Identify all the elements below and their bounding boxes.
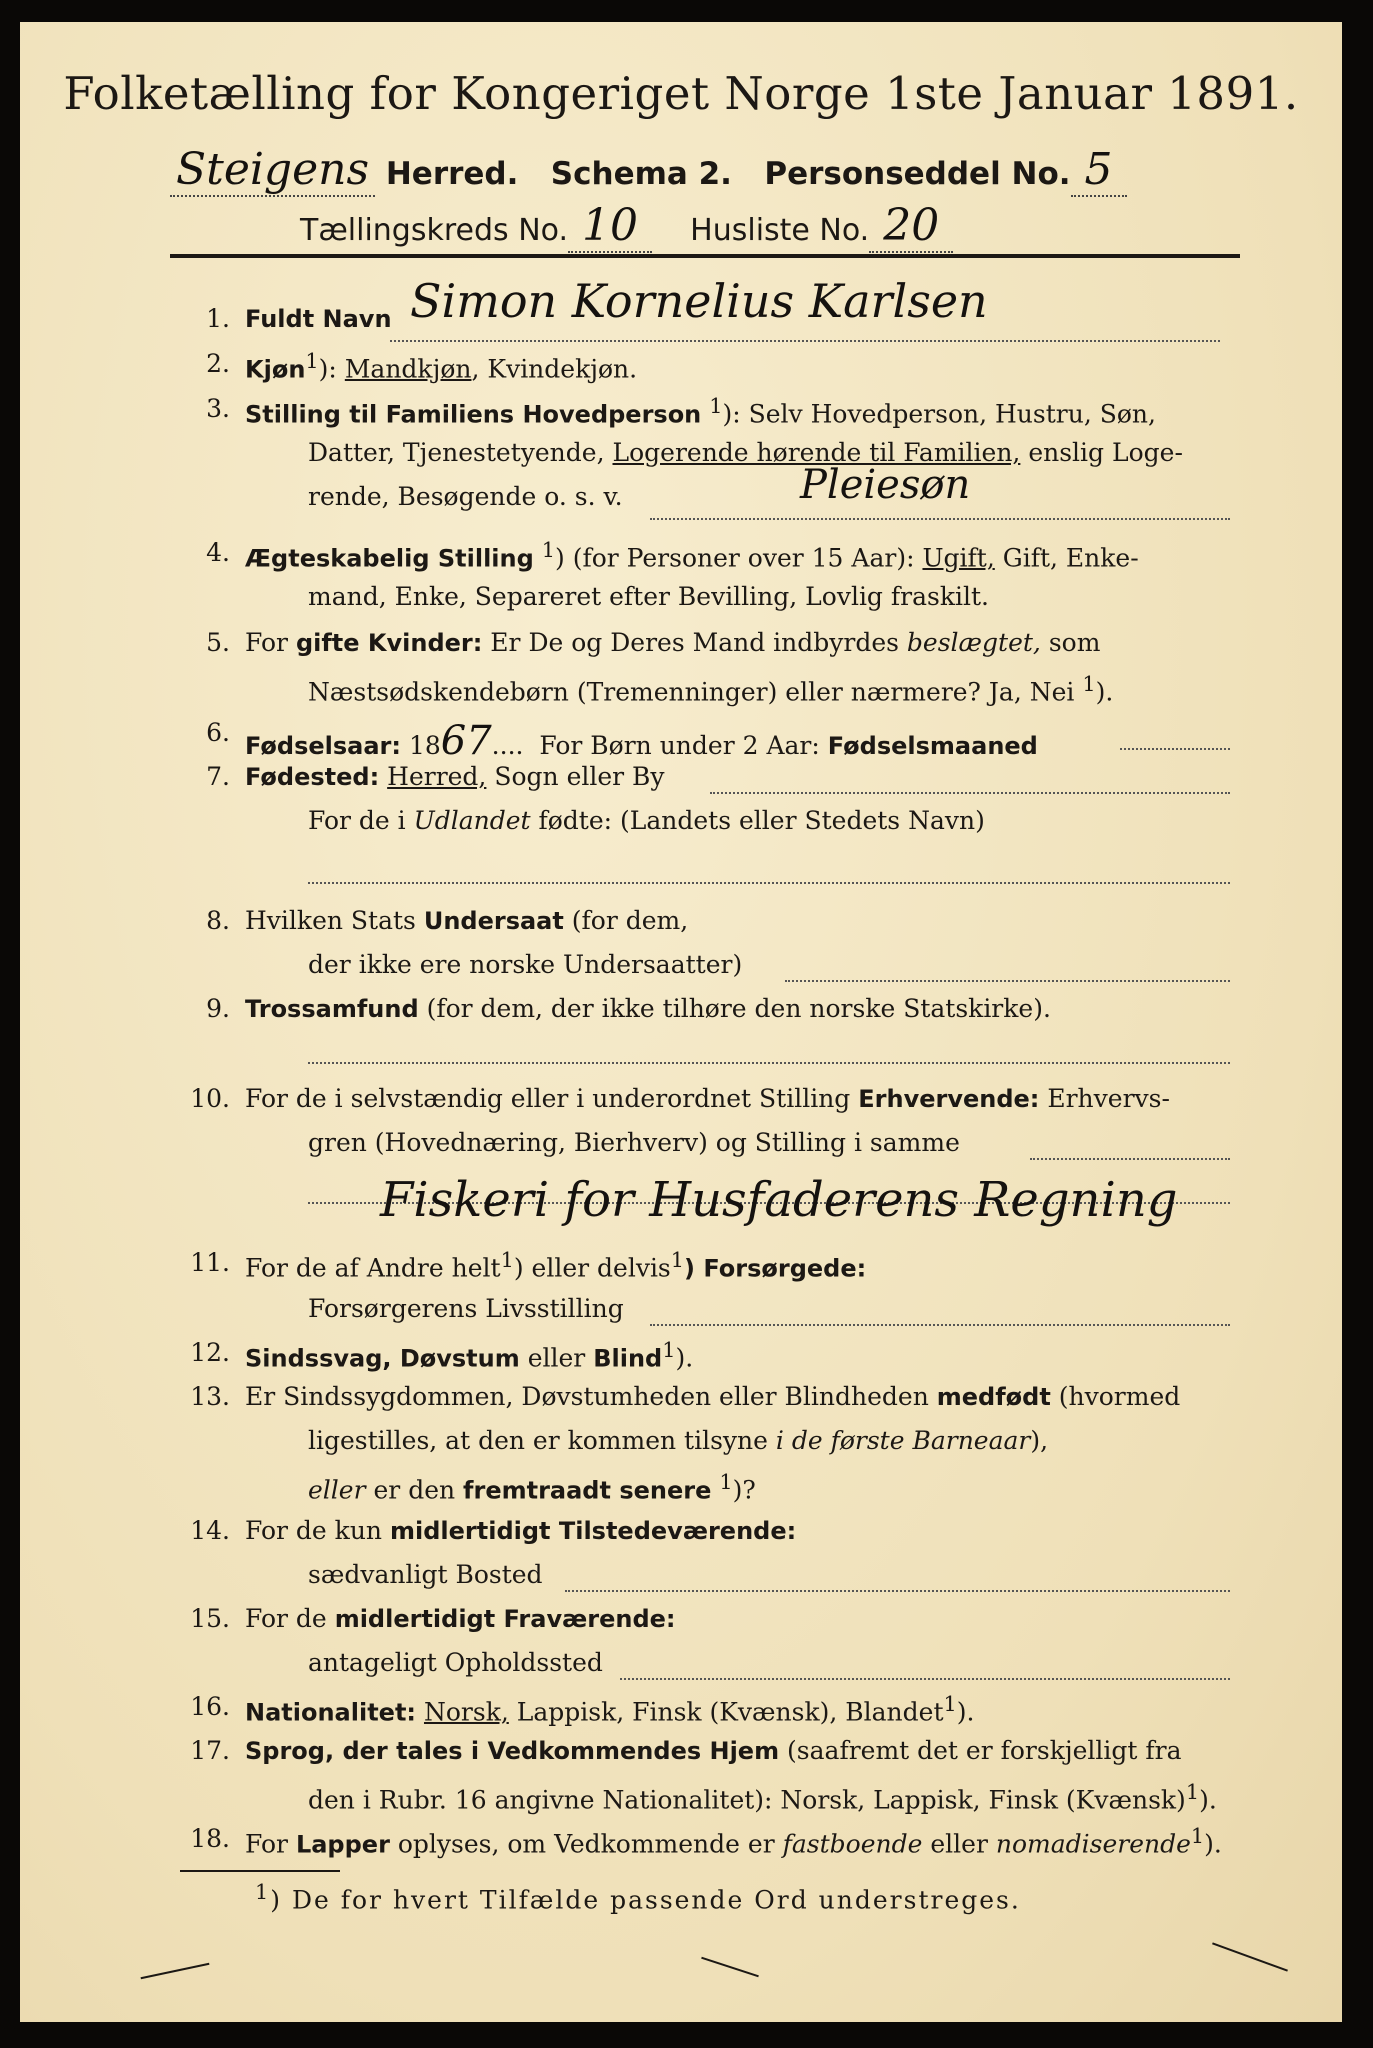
congenital-line3: eller er den fremtraadt senere $^1$)? xyxy=(308,1470,756,1505)
item-occupation: For de i selvstændig eller i underordnet Stilling Erhvervende: Erhvervs- xyxy=(245,1084,1170,1113)
item-number: 18. xyxy=(190,1824,230,1853)
corner-mark-center xyxy=(701,1957,759,1977)
birthplace-line2: For de i Udlandet fødte: (Landets eller Stedets Navn) xyxy=(308,806,985,835)
logerende-underlined: Logerende hørende til Familien, xyxy=(612,438,1021,467)
citizenship-line2: der ikke ere norske Undersaatter) xyxy=(308,950,743,979)
supported-fill xyxy=(650,1324,1230,1326)
birth-year-answer: 67 xyxy=(440,718,492,764)
item-birthplace: Fødested: Herred, Sogn eller By xyxy=(245,762,665,791)
occupation-line2: gren (Hovednæring, Bierhverv) og Stilling i samme xyxy=(308,1128,960,1157)
corner-mark-right xyxy=(1212,1942,1288,1971)
occupation-fill-1 xyxy=(1030,1158,1230,1160)
herred-row xyxy=(170,144,1127,197)
item-number: 14. xyxy=(190,1516,230,1545)
item-number: 13. xyxy=(190,1382,230,1411)
sex-male-underlined: Mandkjøn xyxy=(344,354,472,384)
name-fill-line xyxy=(390,340,1220,342)
item-number: 17. xyxy=(190,1736,230,1765)
abroad-fill xyxy=(308,882,1230,884)
kreds-no: 10 xyxy=(582,200,638,251)
occupation-answer: Fiskeri for Husfaderens Regning xyxy=(380,1172,1178,1228)
corner-mark-left xyxy=(141,1963,210,1980)
item-marital-status: Ægteskabelig Stilling $^1$) (for Personer over 15 Aar): Ugift, Gift, Enke- xyxy=(245,538,1139,573)
item-number: 9. xyxy=(206,994,230,1023)
citizenship-fill xyxy=(785,980,1230,982)
schema-label: Schema 2. xyxy=(550,156,732,192)
herred-name: Steigens xyxy=(176,144,370,195)
form-title: Folketælling for Kongeriget Norge 1ste Januar 1891. xyxy=(63,67,1299,120)
residence-fill xyxy=(565,1590,1230,1592)
item-number: 6. xyxy=(206,718,230,747)
family-position-answer: Pleiesøn xyxy=(800,462,971,508)
birthplace-fill xyxy=(710,792,1230,794)
item-religion: Trossamfund (for dem, der ikke tilhøre den norske Statskirke). xyxy=(245,994,1051,1023)
temporarily-present-line2: sædvanligt Bosted xyxy=(308,1560,543,1589)
item-disability: Sindssvag, Døvstum eller Blind$^1$). xyxy=(245,1338,694,1373)
family-position-line3: rende, Besøgende o. s. v. xyxy=(308,482,623,511)
whereabouts-fill xyxy=(620,1678,1230,1680)
item-number: 8. xyxy=(206,906,230,935)
herred-underlined: Herred, xyxy=(387,762,487,791)
personseddel-no: 5 xyxy=(1084,144,1113,195)
item-lapps: For Lapper oplyses, om Vedkommende er fastboende eller nomadiserende$^1$). xyxy=(245,1824,1222,1859)
herred-label: Herred. xyxy=(385,156,519,192)
item-number: 4. xyxy=(206,538,230,567)
item-birth-year: Fødselsaar: 1867.... For Børn under 2 Aar: Fødselsmaaned xyxy=(245,718,1038,764)
item-congenital: Er Sindssygdommen, Døvstumheden eller Blindheden medfødt (hvormed xyxy=(245,1382,1181,1411)
temporarily-absent-line2: antageligt Opholdssted xyxy=(308,1648,603,1677)
item-full-name: Fuldt Navn xyxy=(245,305,392,333)
language-line2: den i Rubr. 16 angivne Nationalitet): Norsk, Lappisk, Finsk (Kvænsk)$^1$). xyxy=(308,1780,1217,1815)
item-number: 15. xyxy=(190,1604,230,1633)
item-supported: For de af Andre helt$^1$) eller delvis$^1$) Forsørgede: xyxy=(245,1248,867,1283)
husliste-no: 20 xyxy=(883,200,940,251)
item-number: 12. xyxy=(190,1338,230,1367)
supported-line2: Forsørgerens Livsstilling xyxy=(308,1294,624,1323)
full-name-answer: Simon Kornelius Karlsen xyxy=(410,274,988,328)
religion-fill xyxy=(308,1062,1230,1064)
footnote: $^1$) De for hvert Tilfælde passende Ord understreges. xyxy=(255,1880,1021,1915)
census-form xyxy=(20,22,1342,2022)
footnote-rule xyxy=(180,1870,340,1872)
item-temporarily-present: For de kun midlertidigt Tilstedeværende: xyxy=(245,1516,797,1545)
kreds-row xyxy=(300,200,953,253)
item-temporarily-absent: For de midlertidigt Fraværende: xyxy=(245,1604,676,1633)
family-fill-line xyxy=(650,518,1230,520)
marital-line2: mand, Enke, Separeret efter Bevilling, Lovlig fraskilt. xyxy=(308,582,989,611)
item-married-women: For gifte Kvinder: Er De og Deres Mand indbyrdes beslægtet, som xyxy=(245,628,1101,657)
married-women-line2: Næstsødskendebørn (Tremenninger) eller nærmere? Ja, Nei $^1$). xyxy=(308,672,1114,707)
item-number: 10. xyxy=(190,1084,230,1113)
item-nationality: Nationalitet: Norsk, Lappisk, Finsk (Kvænsk), Blandet$^1$). xyxy=(245,1692,975,1727)
item-language: Sprog, der tales i Vedkommendes Hjem (saafremt det er forskjelligt fra xyxy=(245,1736,1182,1765)
item-number: 11. xyxy=(190,1248,230,1277)
item-number: 2. xyxy=(206,349,230,378)
kreds-label: Tællingskreds No. xyxy=(300,213,568,248)
item-sex: Kjøn$^1$): Mandkjøn, Kvindekjøn. xyxy=(245,349,638,384)
item-family-position: Stilling til Familiens Hovedperson $^1$): Selv Hovedperson, Hustru, Søn, xyxy=(245,394,1156,429)
birth-month-fill xyxy=(1120,748,1230,750)
header-rule xyxy=(170,254,1240,258)
item-number: 1. xyxy=(206,304,230,333)
item-number: 7. xyxy=(206,762,230,791)
item-citizenship: Hvilken Stats Undersaat (for dem, xyxy=(245,906,689,935)
family-position-line2: Datter, Tjenestetyende, Logerende hørende til Familien, enslig Loge- xyxy=(308,438,1183,467)
item-number: 3. xyxy=(206,394,230,423)
item-number: 5. xyxy=(206,628,230,657)
husliste-label: Husliste No. xyxy=(690,213,870,248)
congenital-line2: ligestilles, at den er kommen tilsyne i de første Barneaar), xyxy=(308,1426,1049,1455)
norsk-underlined: Norsk, xyxy=(423,1697,509,1727)
personseddel-label: Personseddel No. xyxy=(764,156,1071,192)
item-number: 16. xyxy=(190,1692,230,1721)
ugift-underlined: Ugift, xyxy=(922,543,995,573)
